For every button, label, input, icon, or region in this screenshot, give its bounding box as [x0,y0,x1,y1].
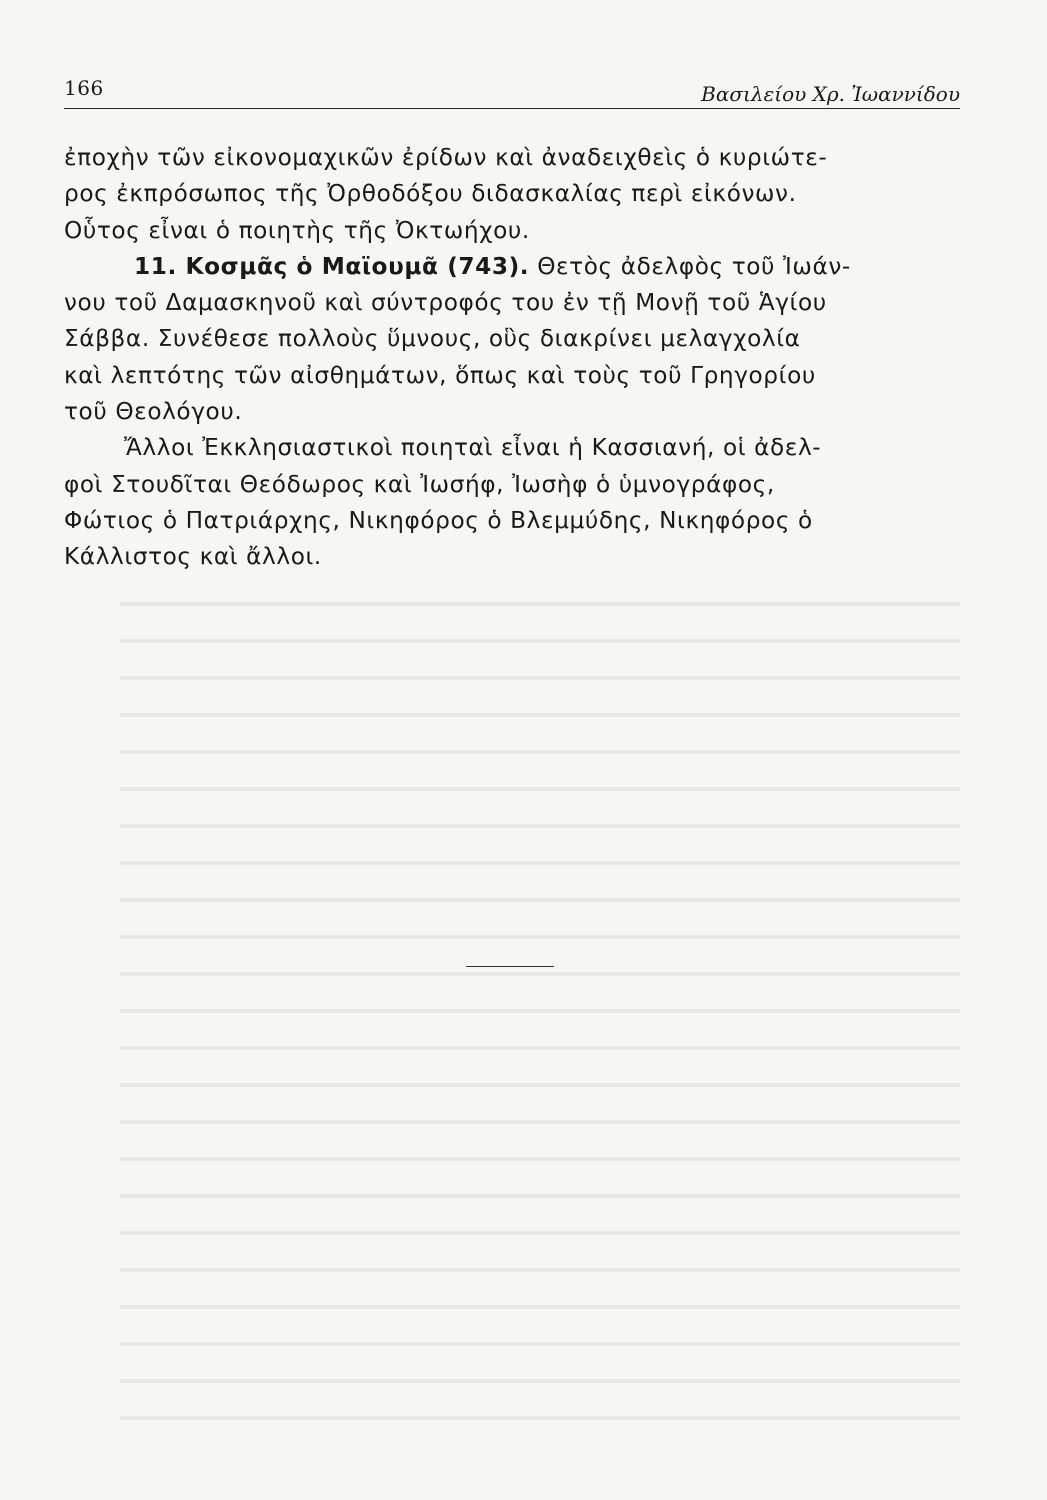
main-text [64,140,960,576]
text-line: ἐποχὴν τῶν εἰκονομαχικῶν ἐρίδων καὶ ἀναδειχθεὶς ὁ κυριώτε- [64,144,828,171]
page-number: 166 [64,76,104,100]
text-line: ρος ἐκπρόσωπος τῆς Ὀρθοδόξου διδασκαλίας περὶ εἰκόνων. [64,180,797,208]
text-line: νου τοῦ Δαμασκηνοῦ καὶ σύντροφός του ἐν τῇ Μονῇ τοῦ Ἁγίου [64,289,827,317]
running-head: Βασιλείου Χρ. Ἰωαννίδου [701,82,960,106]
item-11-heading: 11. Κοσμᾶς ὁ Μαϊουμᾶ (743). [134,252,530,280]
text-line: Ἄλλοι Ἐκκλησιαστικοὶ ποιηταὶ εἶναι ἡ Κασσιανή, οἱ ἀδελ- [124,434,822,462]
section-separator-rule [466,966,554,967]
text-line: Σάββα. Συνέθεσε πολλοὺς ὕμνους, οὓς διακρίνει μελαγχολία [64,325,801,353]
text-fragment: Θετὸς ἀδελφὸς τοῦ Ἰωάν- [529,252,851,280]
show-through-texture [120,580,960,1440]
page-header [64,72,960,109]
text-line: φοὶ Στουδῖται Θεόδωρος καὶ Ἰωσήφ, Ἰωσὴφ ὁ ὑμνογράφος, [64,470,775,498]
text-line: τοῦ Θεολόγου. [64,398,243,426]
text-line: Κάλλιστος καὶ ἄλλοι. [64,543,322,571]
text-line: Φώτιος ὁ Πατριάρχης, Νικηφόρος ὁ Βλεμμύδης, Νικηφόρος ὁ [64,506,813,534]
item-11-first-line [64,249,960,285]
text-line: καὶ λεπτότης τῶν αἰσθημάτων, ὅπως καὶ τοὺς τοῦ Γρηγορίου [64,361,816,389]
text-line: Οὗτος εἶναι ὁ ποιητὴς τῆς Ὀκτωήχου. [64,216,530,244]
